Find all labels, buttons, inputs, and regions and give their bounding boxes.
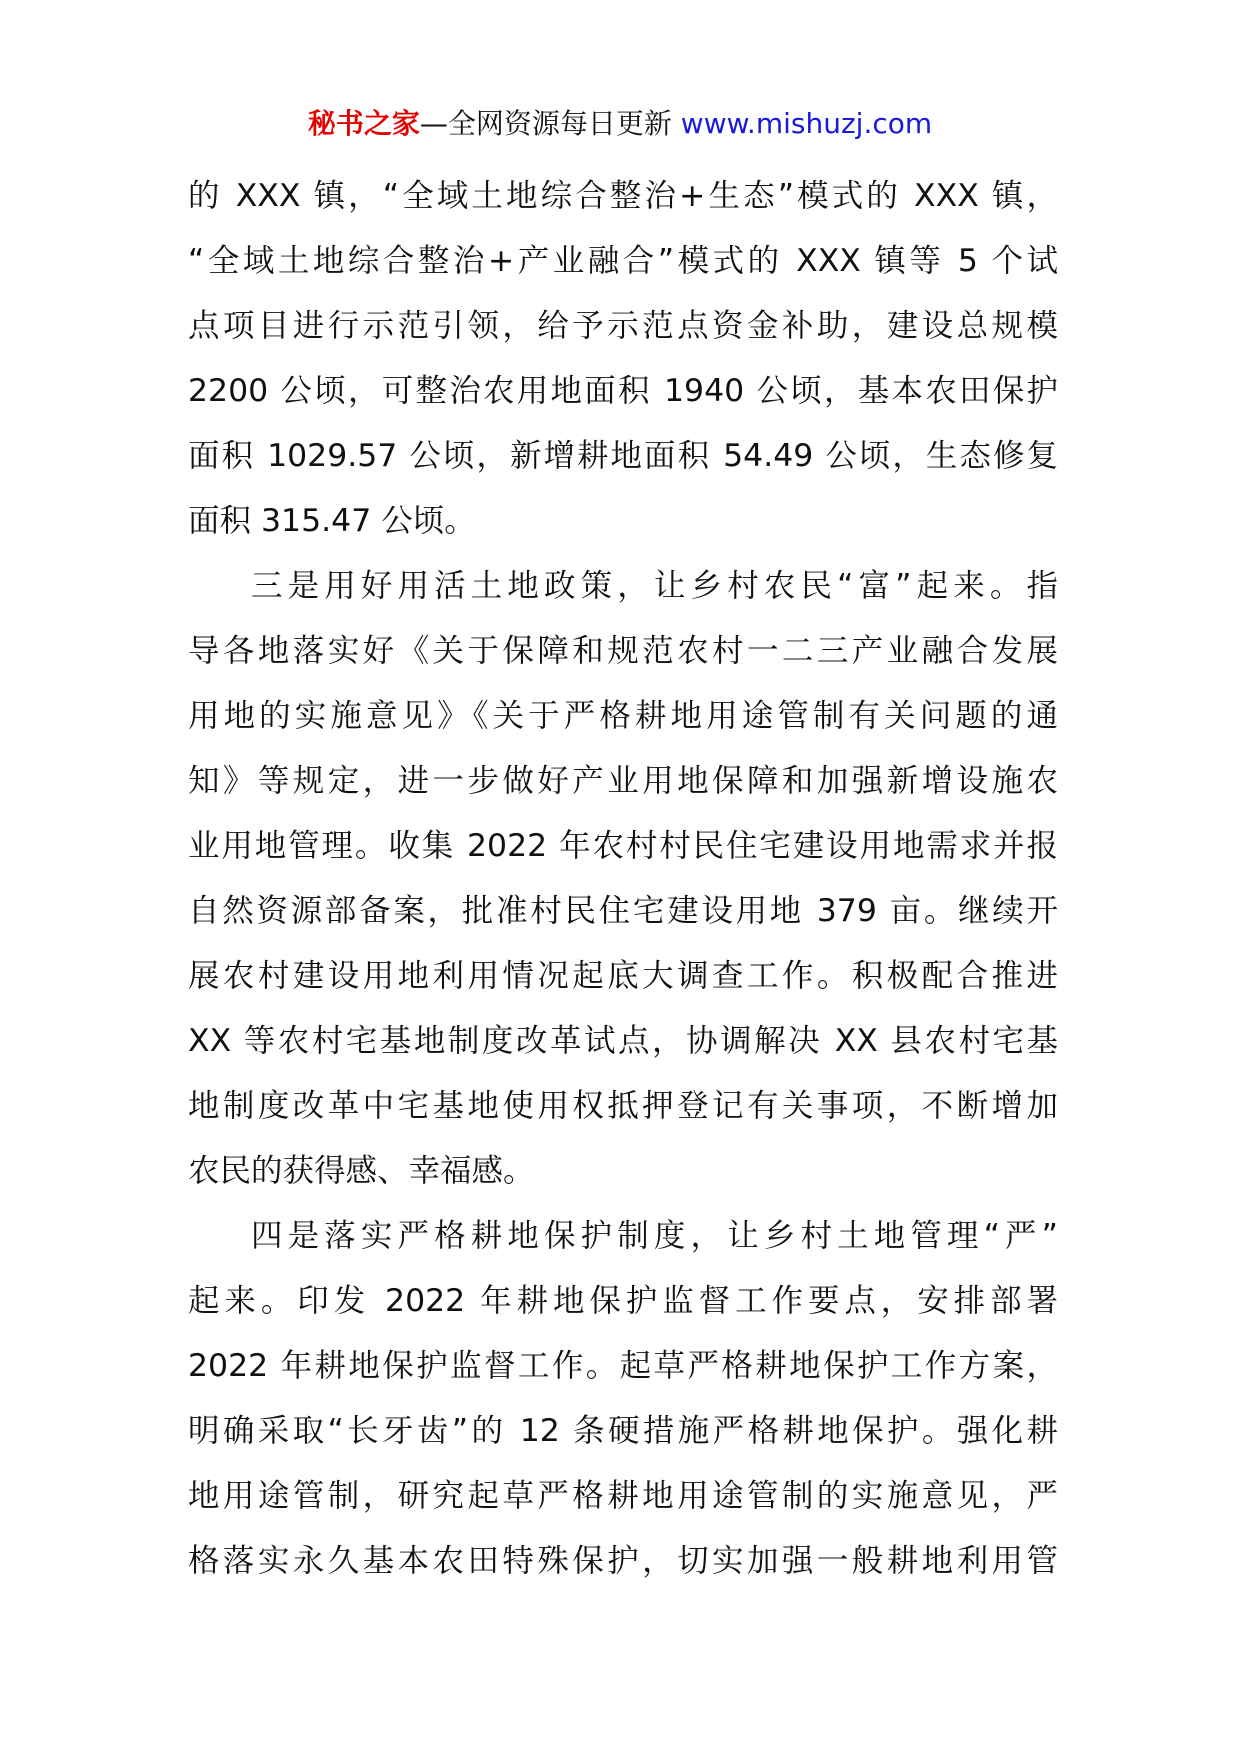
- text-line: 面积 315.47 公顷。: [188, 503, 476, 539]
- header-tagline: —全网资源每日更新: [419, 107, 672, 140]
- paragraph-start-line: 三是用好用活土地政策，让乡村农民“富”起来。指: [251, 568, 1058, 604]
- text-line: 的 XXX 镇，“全域土地综合整治+生态”模式的 XXX 镇，: [188, 178, 1058, 214]
- text-line: 地制度改革中宅基地使用权抵押登记有关事项，不断增加: [188, 1088, 1058, 1124]
- text-line: “全域土地综合整治+产业融合”模式的 XXX 镇等 5 个试: [188, 243, 1058, 279]
- text-line: 展农村建设用地利用情况起底大调查工作。积极配合推进: [188, 958, 1058, 994]
- text-line: 农民的获得感、幸福感。: [188, 1153, 535, 1189]
- text-line: 起来。印发 2022 年耕地保护监督工作要点，安排部署: [188, 1283, 1058, 1319]
- site-url-link[interactable]: www.mishuzj.com: [680, 107, 933, 140]
- text-line: XX 等农村宅基地制度改革试点，协调解决 XX 县农村宅基: [188, 1023, 1058, 1059]
- text-line: 业用地管理。收集 2022 年农村村民住宅建设用地需求并报: [188, 828, 1058, 864]
- text-line: 点项目进行示范引领，给予示范点资金补助，建设总规模: [188, 308, 1058, 344]
- paragraph-start-line: 四是落实严格耕地保护制度，让乡村土地管理“严”: [251, 1218, 1058, 1254]
- text-line: 2022 年耕地保护监督工作。起草严格耕地保护工作方案，: [188, 1348, 1058, 1384]
- text-line: 导各地落实好《关于保障和规范农村一二三产业融合发展: [188, 633, 1058, 669]
- text-line: 格落实永久基本农田特殊保护，切实加强一般耕地利用管: [188, 1543, 1058, 1579]
- brand-name: 秘书之家: [307, 107, 420, 140]
- text-line: 地用途管制，研究起草严格耕地用途管制的实施意见，严: [188, 1478, 1058, 1514]
- body-text: [188, 164, 1058, 1594]
- text-line: 知》等规定，进一步做好产业用地保障和加强新增设施农: [188, 763, 1058, 799]
- text-line: 自然资源部备案，批准村民住宅建设用地 379 亩。继续开: [188, 893, 1058, 929]
- text-line: 明确采取“长牙齿”的 12 条硬措施严格耕地保护。强化耕: [188, 1413, 1058, 1449]
- text-line: 2200 公顷，可整治农用地面积 1940 公顷，基本农田保护: [188, 373, 1058, 409]
- text-line: 用地的实施意见》《关于严格耕地用途管制有关问题的通: [188, 698, 1058, 734]
- site-header: [0, 100, 1240, 148]
- text-line: 面积 1029.57 公顷，新增耕地面积 54.49 公顷，生态修复: [188, 438, 1058, 474]
